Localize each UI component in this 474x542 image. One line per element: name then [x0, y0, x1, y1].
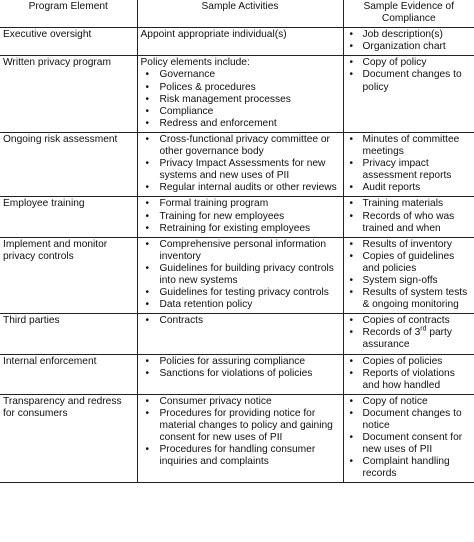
table-row — [0, 314, 474, 354]
bullet-icon: • — [145, 222, 150, 234]
sample-activities-cell — [137, 354, 343, 394]
evidence-item — [347, 57, 472, 69]
table-row — [0, 354, 474, 394]
bullet-icon: • — [349, 250, 354, 262]
bullet-icon: • — [145, 105, 150, 117]
evidence-text: Audit reports — [362, 182, 421, 194]
activity-text: Cross-functional privacy committee or other governance body — [159, 133, 330, 158]
evidence-text: Document changes to policy — [362, 69, 462, 93]
activity-item — [141, 408, 340, 444]
evidence-text: System sign-offs — [362, 274, 438, 286]
activity-item — [141, 356, 340, 368]
program-element-cell: Implement and monitor privacy controls — [0, 237, 137, 314]
evidence-cell — [343, 56, 474, 133]
bullet-icon: • — [349, 367, 354, 379]
evidence-item — [347, 368, 472, 392]
program-element-cell: Transparency and redress for consumers — [0, 394, 137, 483]
table-row — [0, 28, 474, 56]
evidence-list — [347, 396, 472, 481]
activity-item — [141, 368, 340, 380]
evidence-text: Copies of contracts — [362, 315, 450, 327]
evidence-item — [347, 356, 472, 368]
evidence-item — [347, 239, 472, 251]
activities-list — [141, 134, 340, 194]
evidence-list — [347, 198, 472, 234]
bullet-icon: • — [349, 274, 354, 286]
evidence-text: Privacy impact assessment reports — [362, 158, 452, 182]
activity-item — [141, 134, 340, 158]
bullet-icon: • — [145, 444, 150, 456]
activity-text: Redress and enforcement — [159, 117, 277, 129]
evidence-item — [347, 251, 472, 275]
table-row — [0, 237, 474, 314]
evidence-text: Copy of notice — [362, 395, 428, 407]
evidence-list — [347, 29, 472, 53]
evidence-item — [347, 327, 472, 351]
evidence-text: Document consent for new uses of PII — [362, 432, 463, 456]
evidence-item — [347, 315, 472, 327]
bullet-icon: • — [349, 355, 354, 367]
bullet-icon: • — [349, 210, 354, 222]
activity-item — [141, 198, 340, 210]
bullet-icon: • — [145, 210, 150, 222]
activity-text: Regular internal audits or other reviews — [159, 182, 337, 194]
bullet-icon: • — [145, 395, 150, 407]
activity-item — [141, 82, 340, 94]
evidence-list — [347, 239, 472, 312]
evidence-item — [347, 275, 472, 287]
evidence-cell — [343, 132, 474, 196]
activity-text: Consumer privacy notice — [159, 395, 272, 407]
activity-text: Guidelines for building privacy controls into new systems — [159, 262, 334, 286]
bullet-icon: • — [145, 262, 150, 274]
evidence-text: Results of inventory — [362, 238, 452, 250]
activity-item — [141, 239, 340, 263]
evidence-item — [347, 69, 472, 93]
activity-text: Privacy Impact Assessments for new systems and new uses of PII — [159, 158, 326, 182]
evidence-cell — [343, 28, 474, 56]
sample-activities-cell — [137, 197, 343, 237]
activity-item — [141, 182, 340, 194]
evidence-cell — [343, 394, 474, 483]
evidence-text: Document changes to notice — [362, 407, 462, 431]
activity-text: Compliance — [159, 105, 214, 117]
table-body — [0, 28, 474, 483]
bullet-icon: • — [145, 69, 150, 81]
sample-activities-cell — [137, 314, 343, 354]
evidence-list — [347, 134, 472, 194]
activity-item — [141, 158, 340, 182]
evidence-text: Copies of guidelines and policies — [362, 250, 455, 274]
bullet-icon: • — [349, 182, 354, 194]
activity-text: Procedures for providing notice for material changes to policy and gaining consent for new uses of PII — [159, 407, 333, 444]
activity-text: Procedures for handling consumer inquiries and complaints — [159, 444, 316, 468]
evidence-text: Training materials — [362, 198, 444, 210]
sample-activities-cell — [137, 237, 343, 314]
table-row — [0, 132, 474, 196]
header-row — [0, 0, 474, 28]
sample-activities-cell — [137, 132, 343, 196]
activity-text: Guidelines for testing privacy controls — [159, 287, 329, 299]
header-sample-activities: Sample Activities — [137, 0, 343, 28]
program-element-cell: Employee training — [0, 197, 137, 237]
bullet-icon: • — [349, 41, 354, 53]
program-element-cell: Third parties — [0, 314, 137, 354]
evidence-cell — [343, 354, 474, 394]
header-program-element: Program Element — [0, 0, 137, 28]
bullet-icon: • — [145, 81, 150, 93]
bullet-icon: • — [349, 395, 354, 407]
sample-activities-cell — [137, 28, 343, 56]
bullet-icon: • — [145, 355, 150, 367]
bullet-icon: • — [145, 198, 150, 210]
bullet-icon: • — [145, 182, 150, 194]
activity-item — [141, 69, 340, 81]
activity-text: Polices & procedures — [159, 81, 256, 93]
bullet-icon: • — [145, 407, 150, 419]
evidence-item — [347, 158, 472, 182]
bullet-icon: • — [349, 133, 354, 145]
activity-item — [141, 444, 340, 468]
activity-item — [141, 211, 340, 223]
bullet-icon: • — [349, 69, 354, 81]
evidence-item — [347, 287, 472, 311]
bullet-icon: • — [145, 158, 150, 170]
evidence-item — [347, 432, 472, 456]
activities-list — [141, 356, 340, 380]
program-element-cell: Internal enforcement — [0, 354, 137, 394]
activity-item — [141, 94, 340, 106]
evidence-cell — [343, 237, 474, 314]
bullet-icon: • — [145, 238, 150, 250]
activity-item — [141, 287, 340, 299]
activities-list — [141, 396, 340, 469]
bullet-icon: • — [349, 456, 354, 468]
evidence-text: Complaint handling records — [362, 456, 450, 480]
table-row — [0, 197, 474, 237]
evidence-item — [347, 198, 472, 210]
activity-text: Governance — [159, 69, 215, 81]
program-element-cell: Written privacy program — [0, 56, 137, 133]
bullet-icon: • — [145, 93, 150, 105]
activity-text: Comprehensive personal information inventory — [159, 238, 326, 262]
evidence-text: Records of 3rd party assurance — [362, 325, 452, 351]
bullet-icon: • — [349, 158, 354, 170]
bullet-icon: • — [145, 117, 150, 129]
activity-item — [141, 396, 340, 408]
bullet-icon: • — [349, 198, 354, 210]
evidence-cell — [343, 197, 474, 237]
bullet-icon: • — [349, 407, 354, 419]
activity-item — [141, 299, 340, 311]
evidence-item — [347, 134, 472, 158]
evidence-item — [347, 182, 472, 194]
evidence-text: Organization chart — [362, 41, 446, 53]
evidence-text: Minutes of committee meetings — [362, 133, 460, 158]
activities-list — [141, 239, 340, 312]
evidence-list — [347, 315, 472, 351]
activity-text: Data retention policy — [159, 299, 253, 311]
evidence-item — [347, 456, 472, 480]
bullet-icon: • — [349, 287, 354, 299]
activity-item — [141, 223, 340, 235]
activity-item — [141, 118, 340, 130]
table-row — [0, 394, 474, 483]
evidence-text: Copies of policies — [362, 355, 443, 367]
bullet-icon: • — [349, 327, 354, 339]
bullet-icon: • — [145, 133, 150, 145]
header-sample-evidence: Sample Evidence of Compliance — [343, 0, 474, 28]
activity-text: Retraining for existing employees — [159, 222, 311, 234]
evidence-list — [347, 356, 472, 392]
evidence-text: Records of who was trained and when — [362, 210, 455, 234]
evidence-text: Reports of violations and how handled — [362, 367, 455, 391]
table-row — [0, 56, 474, 133]
evidence-list — [347, 57, 472, 93]
activity-text: Training for new employees — [159, 210, 285, 222]
program-element-cell: Executive oversight — [0, 28, 137, 56]
bullet-icon: • — [145, 367, 150, 379]
sample-activities-cell — [137, 56, 343, 133]
evidence-item — [347, 408, 472, 432]
activity-item — [141, 106, 340, 118]
activity-text: Sanctions for violations of policies — [159, 367, 313, 379]
evidence-cell — [343, 314, 474, 354]
evidence-item — [347, 211, 472, 235]
bullet-icon: • — [349, 315, 354, 327]
activity-text: Formal training program — [159, 198, 269, 210]
evidence-item — [347, 29, 472, 41]
activity-text: Risk management processes — [159, 93, 291, 105]
program-element-cell: Ongoing risk assessment — [0, 132, 137, 196]
activities-list — [141, 315, 340, 327]
evidence-item — [347, 396, 472, 408]
activities-list — [141, 69, 340, 129]
evidence-text: Copy of policy — [362, 57, 427, 69]
activities-intro: Policy elements include: — [140, 57, 250, 69]
activity-item — [141, 315, 340, 327]
bullet-icon: • — [349, 57, 354, 69]
bullet-icon: • — [349, 238, 354, 250]
bullet-icon: • — [145, 287, 150, 299]
evidence-item — [347, 41, 472, 53]
sample-activities-cell — [137, 394, 343, 483]
bullet-icon: • — [145, 299, 150, 311]
evidence-text: Results of system tests & ongoing monitoring — [362, 287, 468, 311]
bullet-icon: • — [349, 29, 354, 41]
activities-list — [141, 198, 340, 234]
activity-text: Contracts — [159, 315, 204, 327]
bullet-icon: • — [145, 315, 150, 327]
activity-text: Appoint appropriate individual(s) — [140, 29, 287, 41]
activity-item — [141, 263, 340, 287]
bullet-icon: • — [349, 432, 354, 444]
activity-text: Policies for assuring compliance — [159, 355, 306, 367]
evidence-text: Job description(s) — [362, 29, 443, 41]
